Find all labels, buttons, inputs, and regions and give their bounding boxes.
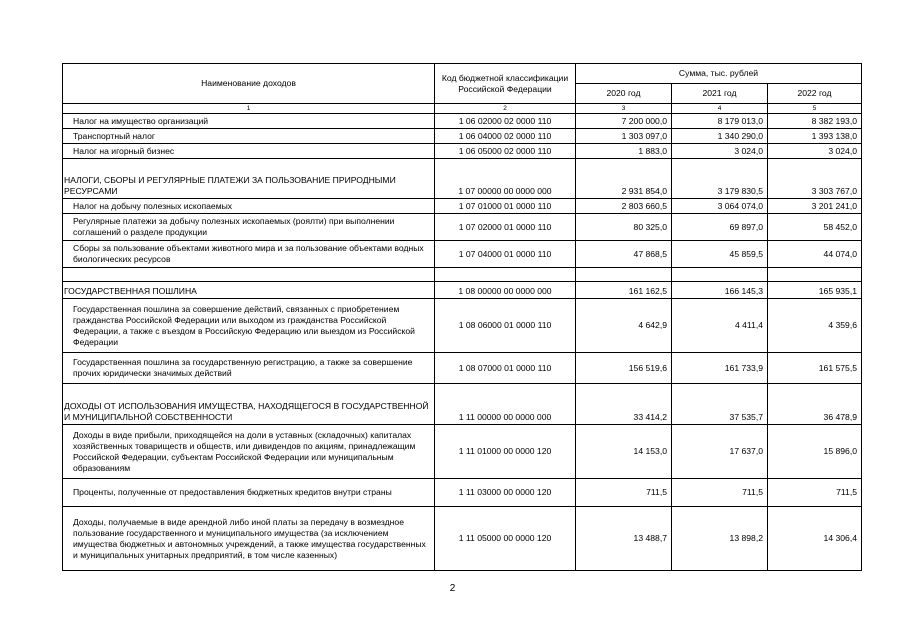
amount-2020: 2 931 854,0 xyxy=(576,159,672,199)
amount-2020: 47 868,5 xyxy=(576,241,672,268)
amount-2021: 3 064 074,0 xyxy=(672,199,768,214)
revenue-group-name: ДОХОДЫ ОТ ИСПОЛЬЗОВАНИЯ ИМУЩЕСТВА, НАХОДЯЩЕГОСЯ В ГОСУДАРСТВЕННОЙ И МУНИЦИПАЛЬНОЙ СОБСТВЕННОСТИ xyxy=(63,384,435,425)
amount-2022: 15 896,0 xyxy=(768,425,862,479)
header-amount: Сумма, тыс. рублей xyxy=(576,64,862,84)
revenue-name: Налог на добычу полезных ископаемых xyxy=(63,199,435,214)
amount-2022: 3 303 767,0 xyxy=(768,159,862,199)
amount-2021: 161 733,9 xyxy=(672,353,768,384)
budget-code: 1 11 03000 00 0000 120 xyxy=(435,479,576,507)
amount-2022: 4 359,6 xyxy=(768,299,862,353)
amount-2021: 69 897,0 xyxy=(672,214,768,241)
amount-2021: 13 898,2 xyxy=(672,507,768,571)
revenue-name: Транспортный налог xyxy=(63,129,435,144)
table-row xyxy=(63,299,862,353)
amount-2021: 711,5 xyxy=(672,479,768,507)
column-number: 2 xyxy=(435,104,576,114)
revenue-name: Налог на игорный бизнес xyxy=(63,144,435,159)
amount-2022: 8 382 193,0 xyxy=(768,114,862,129)
budget-code: 1 08 00000 00 0000 000 xyxy=(435,282,576,299)
amount-2020: 4 642,9 xyxy=(576,299,672,353)
revenue-name: Сборы за пользование объектами животного мира и за пользование объектами водных биологических ресурсов xyxy=(63,241,435,268)
amount-2021: 3 024,0 xyxy=(672,144,768,159)
amount-2021: 17 637,0 xyxy=(672,425,768,479)
amount-2022: 165 935,1 xyxy=(768,282,862,299)
amount-2022: 3 201 241,0 xyxy=(768,199,862,214)
table-row xyxy=(63,129,862,144)
column-number: 3 xyxy=(576,104,672,114)
table-row xyxy=(63,214,862,241)
amount-2021: 8 179 013,0 xyxy=(672,114,768,129)
amount-2022: 58 452,0 xyxy=(768,214,862,241)
amount-2021: 1 340 290,0 xyxy=(672,129,768,144)
revenue-table-sheet xyxy=(62,63,861,571)
budget-code: 1 06 02000 02 0000 110 xyxy=(435,114,576,129)
budget-code: 1 07 00000 00 0000 000 xyxy=(435,159,576,199)
amount-2022: 44 074,0 xyxy=(768,241,862,268)
amount-2022: 161 575,5 xyxy=(768,353,862,384)
header-year-2022: 2022 год xyxy=(768,84,862,104)
amount-2021: 45 859,5 xyxy=(672,241,768,268)
amount-2022: 14 306,4 xyxy=(768,507,862,571)
amount-2020: 13 488,7 xyxy=(576,507,672,571)
revenue-name: Государственная пошлина за государственную регистрацию, а также за совершение прочих юридически значимых действий xyxy=(63,353,435,384)
amount-2020: 2 803 660,5 xyxy=(576,199,672,214)
budget-code: 1 08 07000 01 0000 110 xyxy=(435,353,576,384)
budget-code: 1 11 01000 00 0000 120 xyxy=(435,425,576,479)
budget-code: 1 11 00000 00 0000 000 xyxy=(435,384,576,425)
amount-2020: 80 325,0 xyxy=(576,214,672,241)
table-row xyxy=(63,114,862,129)
amount-2021: 37 535,7 xyxy=(672,384,768,425)
table-row xyxy=(63,199,862,214)
header-year-2020: 2020 год xyxy=(576,84,672,104)
table-row-group xyxy=(63,282,862,299)
amount-2022: 36 478,9 xyxy=(768,384,862,425)
amount-2022: 1 393 138,0 xyxy=(768,129,862,144)
budget-code: 1 07 01000 01 0000 110 xyxy=(435,199,576,214)
amount-2021: 4 411,4 xyxy=(672,299,768,353)
revenue-name: Регулярные платежи за добычу полезных ископаемых (роялти) при выполнении соглашений о разделе продукции xyxy=(63,214,435,241)
table-row xyxy=(63,507,862,571)
amount-2020: 161 162,5 xyxy=(576,282,672,299)
header-revenue-name: Наименование доходов xyxy=(63,64,435,104)
amount-2022: 711,5 xyxy=(768,479,862,507)
column-number: 4 xyxy=(672,104,768,114)
column-number: 5 xyxy=(768,104,862,114)
table-spacer-row xyxy=(63,268,862,282)
amount-2020: 7 200 000,0 xyxy=(576,114,672,129)
table-row xyxy=(63,479,862,507)
header-year-2021: 2021 год xyxy=(672,84,768,104)
budget-code: 1 06 05000 02 0000 110 xyxy=(435,144,576,159)
revenue-table xyxy=(62,63,862,571)
amount-2021: 166 145,3 xyxy=(672,282,768,299)
column-number: 1 xyxy=(63,104,435,114)
amount-2021: 3 179 830,5 xyxy=(672,159,768,199)
budget-code: 1 06 04000 02 0000 110 xyxy=(435,129,576,144)
budget-code: 1 08 06000 01 0000 110 xyxy=(435,299,576,353)
revenue-name: Государственная пошлина за совершение действий, связанных с приобретением гражданства Российской Федерации или выходом из гражданства Российской Федерации, а также с въездом в Российскую Федерацию или выездом из Российской Федерации xyxy=(63,299,435,353)
table-row-group xyxy=(63,159,862,199)
amount-2020: 156 519,6 xyxy=(576,353,672,384)
amount-2020: 33 414,2 xyxy=(576,384,672,425)
revenue-group-name: ГОСУДАРСТВЕННАЯ ПОШЛИНА xyxy=(63,282,435,299)
budget-code: 1 07 02000 01 0000 110 xyxy=(435,214,576,241)
page-number: 2 xyxy=(449,583,456,594)
table-row xyxy=(63,425,862,479)
header-budget-code: Код бюджетной классификации Российской Федерации xyxy=(435,64,576,104)
budget-code: 1 07 04000 01 0000 110 xyxy=(435,241,576,268)
budget-code: 1 11 05000 00 0000 120 xyxy=(435,507,576,571)
revenue-name: Проценты, полученные от предоставления бюджетных кредитов внутри страны xyxy=(63,479,435,507)
revenue-name: Доходы в виде прибыли, приходящейся на доли в уставных (складочных) капиталах хозяйственных товариществ и обществ, или дивидендов по акциям, принадлежащим Российской Федерации, субъектам Российской Федерации или муниципальным образованиям xyxy=(63,425,435,479)
table-row xyxy=(63,144,862,159)
amount-2020: 1 883,0 xyxy=(576,144,672,159)
revenue-name: Доходы, получаемые в виде арендной либо иной платы за передачу в возмездное пользование государственного и муниципального имущества (за исключением имущества бюджетных и автономных учреждений, а также имущества государственных и муниципальных унитарных предприятий, в том числе казенных) xyxy=(63,507,435,571)
table-row xyxy=(63,353,862,384)
amount-2020: 14 153,0 xyxy=(576,425,672,479)
amount-2020: 1 303 097,0 xyxy=(576,129,672,144)
revenue-name: Налог на имущество организаций xyxy=(63,114,435,129)
table-row-group xyxy=(63,384,862,425)
table-row xyxy=(63,241,862,268)
revenue-group-name: НАЛОГИ, СБОРЫ И РЕГУЛЯРНЫЕ ПЛАТЕЖИ ЗА ПОЛЬЗОВАНИЕ ПРИРОДНЫМИ РЕСУРСАМИ xyxy=(63,159,435,199)
amount-2022: 3 024,0 xyxy=(768,144,862,159)
amount-2020: 711,5 xyxy=(576,479,672,507)
